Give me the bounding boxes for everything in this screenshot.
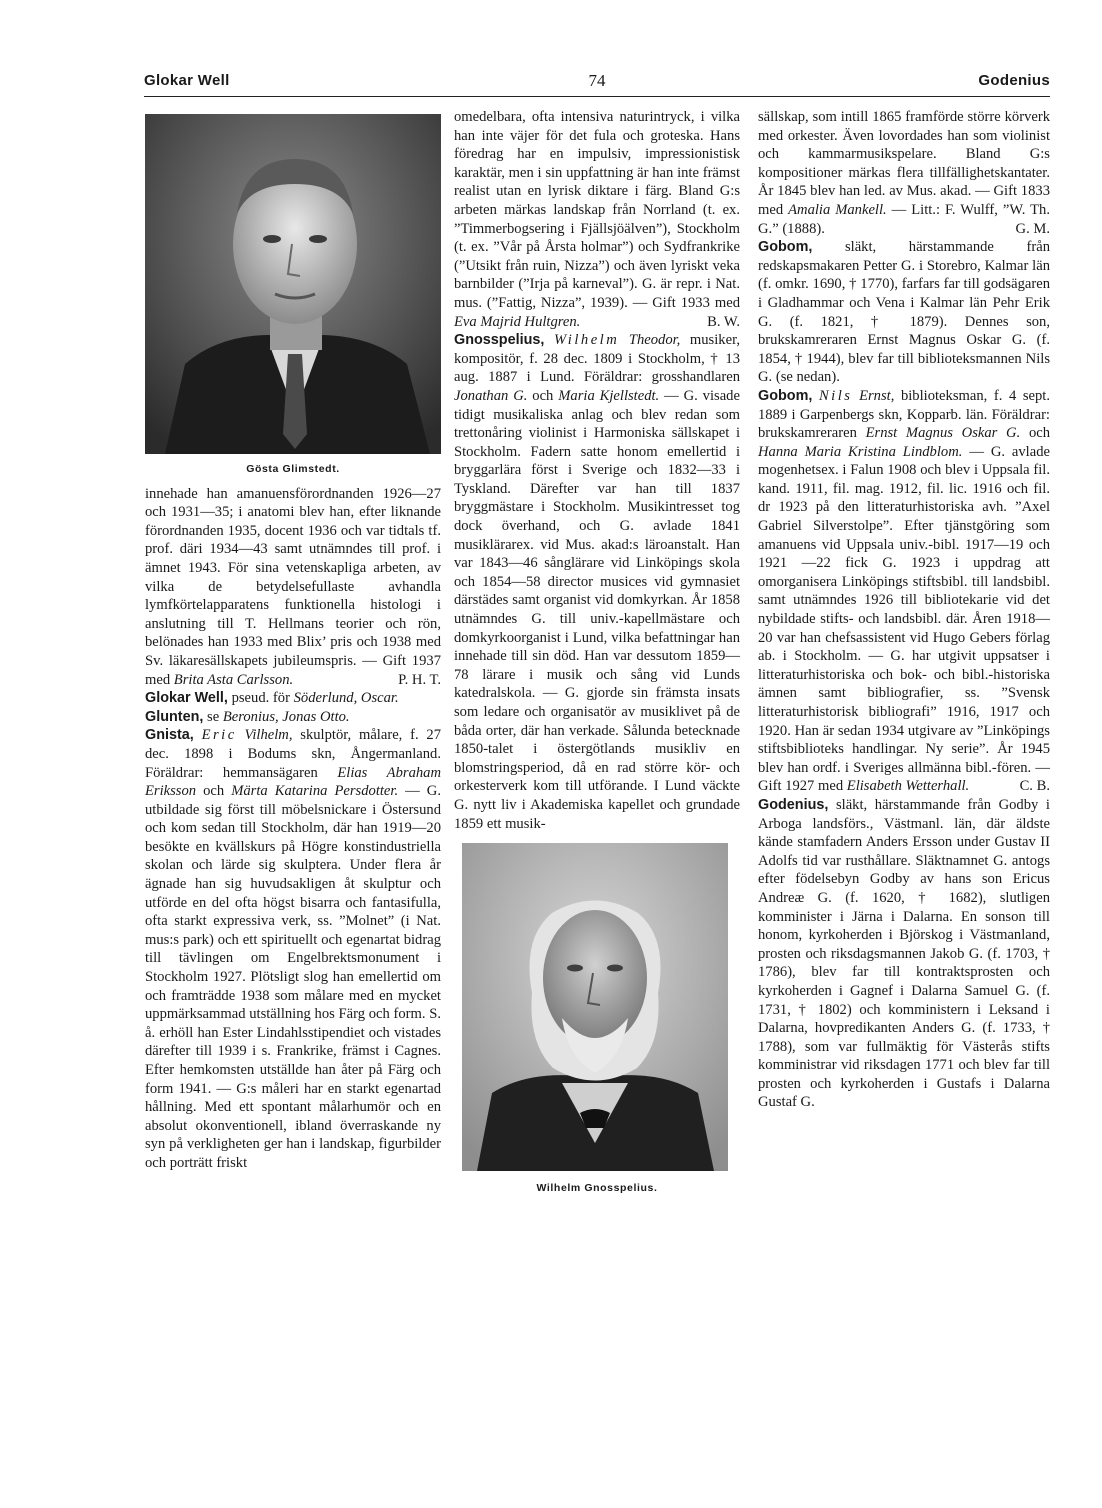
portrait-photo-glimstedt	[145, 114, 441, 454]
header-right-catchword: Godenius	[978, 72, 1050, 89]
signature-gnosspelius: G. M.	[1015, 220, 1050, 237]
paragraph-gnosspelius-continued	[758, 108, 1050, 238]
entry-gnista-father: Elias Abraham Eriksson	[145, 764, 441, 800]
entry-gobom-family-text: släkt, härstammande från redskapsmakaren Petter G. i Storebro, Kalmar län (f. omkr. 1690, † 1770), farfars far till godsägaren i Gladhammar och Vena i Kalmar län Pehr Erik G. (f. 1821, † 1879). Dennes son, brukskamreraren Ernst Magnus Oskar G. (f. 1854, † 1944), blev far till biblioteksmannen Nils G. (se nedan).	[758, 239, 1050, 386]
header-left-catchword: Glokar Well	[144, 72, 230, 89]
portrait-gnosspelius-image	[462, 843, 728, 1171]
column-3	[758, 108, 1050, 1112]
entry-gnista-name: Vilhelm,	[244, 727, 293, 744]
entry-godenius-text: släkt, härstammande från Godby i Arboga landsförs., Västmanl. län, där äldste kände stamfadern Anders Ersson under Gustav II Adolfs tid var rusthållare. Släktnamnet G. antogs efter födelsebyn Godby av hans son Ericus Andreæ G. (f. 1620, † 1682), slutligen komminister i Järna i Dalarna. En sonson till honom, kyrkoherden i Björskog i Västmanland, prosten och riksdagsmannen Jakob G. (f. 1703, † 1786), blev far till kontraktsprosten och kyrkoherden i Gagnef i Dalarna Samuel G. (f. 1731, † 1802) och komministern i Leksand i Dalarna, hovpredikanten Anders G. (f. 1733, † 1788), som var fullmäktig för Västerås stifts komministrar vid riksdagen 1771 och blev far till prosten och kyrkoherden i Gustafs i Dalarna Gustaf G.	[758, 796, 1050, 1111]
entry-gnosspelius-text-a: musiker, kompositör, f. 28 dec. 1809 i Stockholm, † 13 aug. 1887 i Lund. Föräldrar: grosshandlaren	[454, 332, 740, 386]
caption-gnosspelius: Wilhelm Gnosspelius.	[536, 1182, 658, 1195]
column-2	[454, 108, 740, 1198]
entry-gnosspelius-name: Theodor,	[628, 332, 681, 349]
portrait-glimstedt-image	[145, 114, 441, 454]
entry-gnista-heading: Gnista,	[145, 727, 194, 744]
entry-gnosspelius-mother: Maria Kjellstedt.	[558, 387, 660, 404]
entry-glokar-well	[145, 689, 441, 708]
entry-gnista	[145, 726, 441, 1172]
signature-gobom: C. B.	[1019, 778, 1050, 795]
entry-gnista-given-name: Eric	[201, 727, 237, 744]
entry-gnosspelius-given-name: Wilhelm	[553, 332, 620, 349]
column-1	[145, 108, 441, 1173]
entry-gobom-nils-heading: Gobom,	[758, 387, 813, 404]
page-header	[144, 70, 1050, 97]
signature-glimstedt: P. H. T.	[398, 671, 441, 688]
entry-glunten	[145, 708, 441, 727]
entry-glunten-heading: Glunten,	[145, 708, 204, 725]
glimstedt-spouse: Brita Asta Carlsson.	[173, 671, 294, 688]
entry-gnista-and: och	[203, 783, 225, 800]
entry-glunten-ref: Beronius, Jonas Otto.	[222, 708, 350, 725]
entry-gnosspelius-heading: Gnosspelius,	[454, 332, 545, 349]
portrait-photo-gnosspelius	[462, 843, 728, 1171]
entry-gobom-family-heading: Gobom,	[758, 239, 813, 256]
entry-glokar-well-text: pseud. för	[231, 690, 290, 707]
paragraph-glimstedt-continued	[145, 485, 441, 690]
entry-gobom-family	[758, 238, 1050, 387]
caption-glimstedt: Gösta Glimstedt.	[246, 463, 340, 475]
entry-gnista-text-b: — G. utbildade sig först till möbelsnickare i Östersund och kom sedan till Stockholm, där han 1919—20 besökte en kvällskurs på Högre konstindustriella skolan och lärde sig skulptera. Under flera år ägnade han sig huvudsakligen åt skulptur och utförde en del ofta högst bisarra och fantasifulla, ofta starkt expressiva verk, ss. ”Molnet” (i Nat. mus:s park) och ett spirituellt och egenartat bidrag till tävlingen om Engelbrektsmonument i Stockholm 1927. Plötsligt slog han emellertid om och framträdde 1938 som målare med en mycket uppmärksammad utställning hos Färg och form. S. å. erhöll han Ester Lindahlsstipendiet och vistades därefter till 1939 i s. Frankrike, främst i Cagnes. Efter hemkomsten utställde han åter på Färg och form 1941. — G:s måleri har en starkt egenartad hållning. Med ett spontant målarhumör och en absolut okonventionell, ibland överraskande ny syn på verkligheten ger han i landskap, figurbilder och porträtt friskt	[145, 783, 441, 1171]
gnosspelius-spouse: Amalia Mankell.	[788, 201, 887, 218]
entry-gnosspelius	[454, 331, 740, 833]
entry-gobom-nils-text-b: — G. avlade mogenhetsex. i Falun 1908 och blev i Uppsala fil. kand. 1911, fil. mag. 1912, fil. lic. 1916 och fil. dr 1923 på den litteraturhistoriska avh. ”Axel Gabriel Silverstolpe”. Efter tjänstgöring som amanuens vid Uppsala univ.-bibl. 1917—19 och 1921 —22 fick G. 1923 i uppdrag att omorganisera Linköpings stiftsbibl. till landsbibl. samt utnämndes 1926 till bibliotekarie vid det nybildade stifts- och landsbibl. där. Åren 1918—20 var han chefsassistent vid Hugo Gebers förlag ab. i Stockholm. — G. har utgivit uppsatser i litteraturhistoriska och bok- och bibl.-historiska ämnen samt bibliografier, ss. ”Svensk litteraturhistorisk bibliografi” 1916, 1917 och 1920. Han är sedan 1934 utgivare av ”Linköpings stiftsbiblioteks handlingar. Ny serie”. År 1945 blev han ordf. i Sveriges allmänna bibl.-fören. — Gift 1927 med	[758, 443, 1050, 795]
gnista-spouse: Eva Majrid Hultgren.	[454, 313, 581, 330]
entry-gobom-nils-name: Ernst,	[859, 387, 895, 404]
gnosspelius-continued-text: sällskap, som intill 1865 framförde större körverk med orkester. Även lovordades han som violinist och kammarmusikspelare. Bland G:s kompositioner märkas flera tillfällighetskantater. År 1845 blev han led. av Mus. akad. — Gift 1833 med	[758, 109, 1050, 218]
gnosspelius-literature: — Litt.: F. Wulff, ”W. Th. G.” (1888).	[758, 201, 1050, 237]
entry-gobom-nils-father: Ernst Magnus Oskar G.	[865, 425, 1021, 442]
entry-glunten-text: se	[207, 708, 220, 725]
entry-gnista-mother: Märta Katarina Persdotter.	[231, 783, 399, 800]
entry-gobom-nils-mother: Hanna Maria Kristina Lindblom.	[758, 443, 963, 460]
paragraph-gnista-continued	[454, 108, 740, 331]
signature-gnista: B. W.	[707, 313, 740, 330]
entry-godenius	[758, 796, 1050, 1112]
entry-gnosspelius-text-b: — G. visade tidigt musikaliska anlag och blev redan som trettonåring violinist i Harmoniska sällskapet i Stockholm. Fadern satte honom emellertid i bryggarlära först i Sverige och 1832—33 i Tyskland. Därefter var han till 1837 bryggmästare i Stockholm. Musikintresset tog dock överhand, och G. avlade 1841 musiklärarex. vid Mus. akad:s läroanstalt. Han var 1843—46 sånglärare vid Linköpings skola och 1854—58 director musices vid gymnasiet därstädes samt organist vid domkyrkan. År 1858 utnämndes G. till univ.-kapellmästare och domkyrkoorganist i Lund, vilka befattningar han innehade till sin död. Han var dessutom 1859—78 lärare i musik och sång vid Lunds katedralskola. — G. gjorde sin främsta insats som ledare och organisatör av musiklivet på de båda orter, där han verkade. Sålunda betecknade 1850-talet i östergötlands musikliv en blomstringsperiod, då en rad större kör- och orkesterverk kom till utförande. I Lund väckte G. nytt liv i Akademiska kapellet och grundade 1859 ett musik-	[454, 387, 740, 832]
entry-glokar-well-heading: Glokar Well,	[145, 690, 228, 707]
entry-gobom-nils	[758, 387, 1050, 796]
entry-gobom-nils-given-name: Nils	[818, 387, 853, 404]
entry-gnista-text-a: skulptör, målare, f. 27 dec. 1898 i Bodums skn, Ångermanland. Föräldrar: hemmansägaren	[145, 727, 441, 781]
page-number: 74	[588, 71, 606, 90]
entry-glokar-well-ref: Söderlund, Oscar.	[293, 690, 399, 707]
entry-gnosspelius-and: och	[532, 387, 554, 404]
entry-gobom-nils-and: och	[1028, 425, 1051, 442]
entry-gobom-nils-text-a: biblioteksman, f. 4 sept. 1889 i Garpenbergs skn, Kopparb. län. Föräldrar: brukskamreraren	[758, 387, 1051, 442]
entry-gobom-nils-spouse: Elisabeth Wetterhall.	[846, 778, 970, 795]
entry-godenius-heading: Godenius,	[758, 796, 829, 813]
entry-gnosspelius-father: Jonathan G.	[454, 387, 528, 404]
gnista-continued-text: omedelbara, ofta intensiva naturintryck, i vilka han inte väjer för det fula och groteska. Hans föredrag har en impulsiv, impressionistisk karaktär, men i sin uppfattning är han inte främst realist utan en lyrisk diktare i färg. Bland G:s arbeten märkas landskap från Norrland (t. ex. ”Timmerbogsering i Fjällsjöälven”), Stockholm (t. ex. ”Vår på Årsta holmar”) och Sydfrankrike (”Utsikt från ruin, Nizza”) och även lyriskt veka barnbilder (”Irja på karneval”). G. är repr. i Nat. mus. (”Fattig, Nizza”, 1939). — Gift 1933 med	[454, 109, 740, 311]
glimstedt-text: innehade han amanuensförordnanden 1926—27 och 1931—35; i anatomi blev han, efter liknande förordnanden 1935, docent 1936 och var tidtals tf. prof. däri 1934—43 samt utnämndes till prof. i ämnet 1943. För sina vetenskapliga arbeten, av vilka de betydelsefullaste avhandla lymfkörtelapparatens funktionella histologi i anslutning till T. Hellmans teorier och rön, belönades han 1933 med Blix’ pris och 1938 med Sv. läkaresällskapets jubileumspris. — Gift 1937 med	[145, 485, 441, 688]
